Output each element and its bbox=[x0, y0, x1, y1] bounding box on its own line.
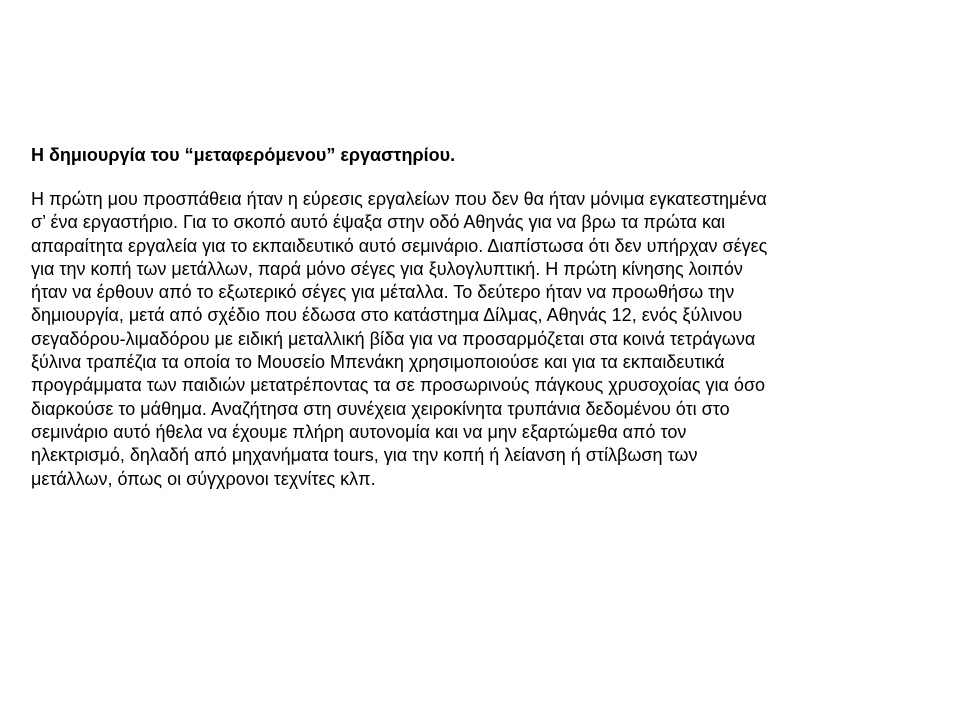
paragraph-line: για την κοπή των μετάλλων, παρά μόνο σέγες για ξυλογλυπτική. Η πρώτη κίνησης λοιπόν bbox=[31, 258, 743, 279]
text-block bbox=[31, 144, 931, 491]
paragraph-line: Η πρώτη μου προσπάθεια ήταν η εύρεσις εργαλείων που δεν θα ήταν μόνιμα εγκατεστημένα bbox=[31, 189, 767, 209]
paragraph-line: προγράμματα των παιδιών μετατρέποντας τα σε προσωρινούς πάγκους χρυσοχοίας για όσο bbox=[31, 375, 766, 396]
paragraph-line: σεγαδόρου-λιμαδόρου με ειδική μεταλλική βίδα για να προσαρμόζεται στα κοινά τετράγωνα bbox=[31, 328, 756, 349]
paragraph-line: απαραίτητα εργαλεία για το εκπαιδευτικό αυτό σεμινάριο. Διαπίστωσα ότι δεν υπήρχαν σέγες bbox=[31, 235, 768, 256]
paragraph-line: ήταν να έρθουν από το εξωτερικό σέγες για μέταλλα. Το δεύτερο ήταν να προωθήσω την bbox=[31, 282, 735, 303]
document-heading: Η δημιουργία του “μεταφερόμενου” εργαστηρίου. bbox=[31, 145, 456, 165]
paragraph-line: δημιουργία, μετά από σχέδιο που έδωσα στο κατάστημα Δίλμας, Αθηνάς 12, ενός ξύλινου bbox=[31, 305, 743, 326]
body-paragraph bbox=[31, 188, 931, 491]
paragraph-line: ηλεκτρισμό, δηλαδή από μηχανήματα tours, για την κοπή ή λείανση ή στίλβωση των bbox=[31, 445, 698, 466]
paragraph-spacer bbox=[31, 166, 931, 188]
paragraph-line: διαρκούσε το μάθημα. Αναζήτησα στη συνέχεια χειροκίνητα τρυπάνια δεδομένου ότι στο bbox=[31, 398, 730, 419]
paragraph-line: μετάλλων, όπως οι σύγχρονοι τεχνίτες κλπ. bbox=[31, 468, 376, 489]
paragraph-line: ξύλινα τραπέζια τα οποία το Μουσείο Μπενάκη χρησιμοποιούσε και για τα εκπαιδευτικά bbox=[31, 352, 725, 373]
paragraph-line: σ’ ένα εργαστήριο. Για το σκοπό αυτό έψαξα στην οδό Αθηνάς για να βρω τα πρώτα και bbox=[31, 212, 726, 233]
paragraph-line: σεμινάριο αυτό ήθελα να έχουμε πλήρη αυτονομία και να μην εξαρτώμεθα από τον bbox=[31, 421, 687, 442]
